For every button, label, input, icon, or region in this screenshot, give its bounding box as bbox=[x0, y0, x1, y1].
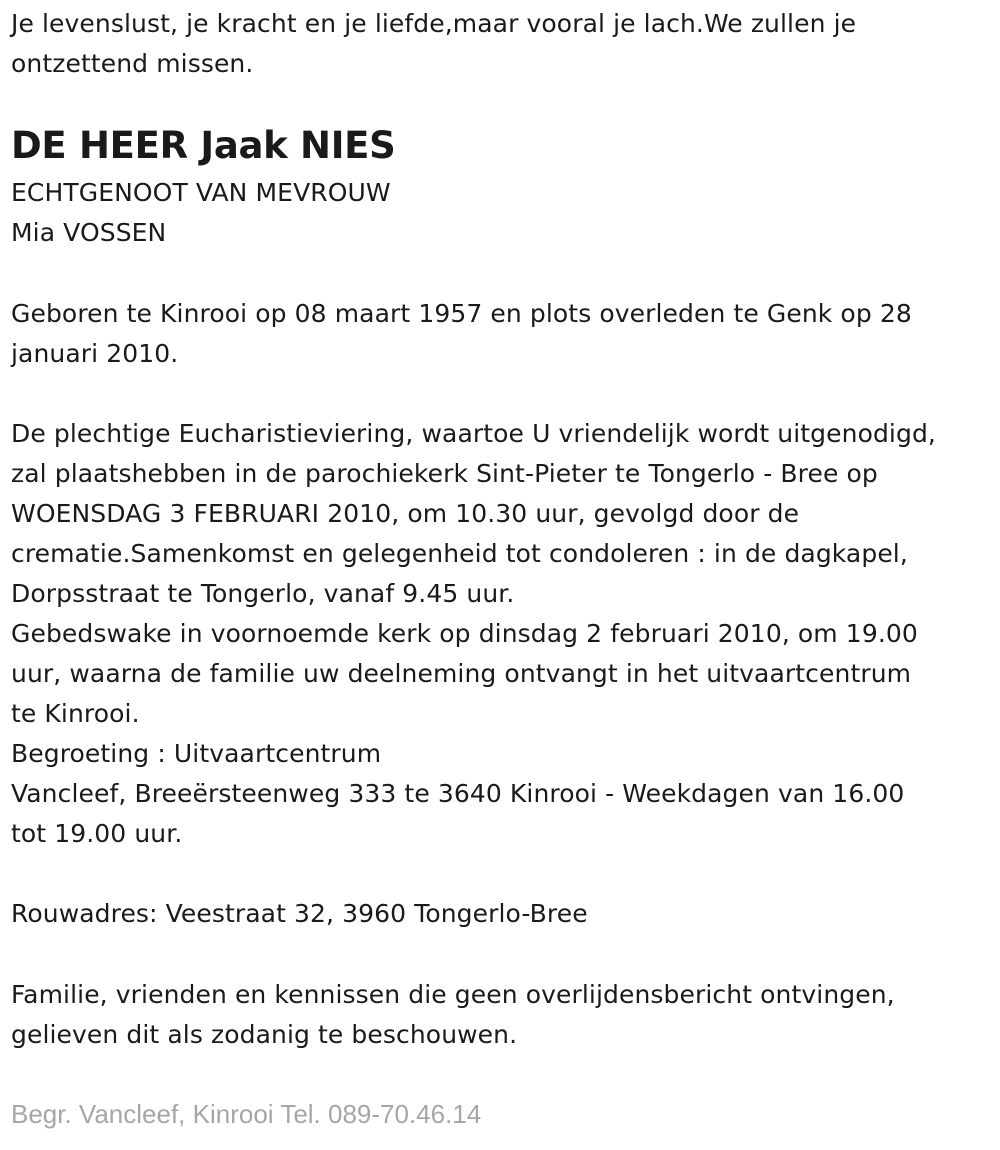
spouse-block bbox=[11, 173, 391, 253]
ceremony-line: zal plaatshebben in de parochiekerk Sint-Pieter te Tongerlo - Bree op bbox=[11, 459, 878, 488]
mourning-address bbox=[11, 894, 588, 934]
birth-death-info bbox=[11, 294, 912, 374]
ceremony-line: Dorpsstraat te Tongerlo, vanaf 9.45 uur. bbox=[11, 579, 515, 608]
intro-message bbox=[11, 4, 856, 84]
family-notice bbox=[11, 975, 895, 1055]
notice-line: Familie, vrienden en kennissen die geen overlijdensbericht ontvingen, bbox=[11, 980, 895, 1009]
address-line: Rouwadres: Veestraat 32, 3960 Tongerlo-Bree bbox=[11, 899, 588, 928]
birth-line: januari 2010. bbox=[11, 339, 179, 368]
ceremony-line: uur, waarna de familie uw deelneming ontvangt in het uitvaartcentrum bbox=[11, 659, 912, 688]
ceremony-line: tot 19.00 uur. bbox=[11, 819, 183, 848]
birth-line: Geboren te Kinrooi op 08 maart 1957 en plots overleden te Genk op 28 bbox=[11, 299, 912, 328]
intro-line: Je levenslust, je kracht en je liefde,maar vooral je lach.We zullen je bbox=[11, 9, 857, 38]
spouse-title: ECHTGENOOT VAN MEVROUW bbox=[11, 178, 391, 207]
deceased-name: DE HEER Jaak NIES bbox=[11, 124, 396, 167]
ceremony-info bbox=[11, 414, 936, 854]
notice-line: gelieven dit als zodanig te beschouwen. bbox=[11, 1020, 518, 1049]
spouse-name: Mia VOSSEN bbox=[11, 218, 167, 247]
funeral-director-footer: Begr. Vancleef, Kinrooi Tel. 089-70.46.14 bbox=[11, 1099, 482, 1129]
ceremony-line: De plechtige Eucharistieviering, waartoe U vriendelijk wordt uitgenodigd, bbox=[11, 419, 936, 448]
ceremony-line: Gebedswake in voornoemde kerk op dinsdag 2 februari 2010, om 19.00 bbox=[11, 619, 918, 648]
ceremony-line: te Kinrooi. bbox=[11, 699, 140, 728]
ceremony-line: WOENSDAG 3 FEBRUARI 2010, om 10.30 uur, gevolgd door de bbox=[11, 499, 800, 528]
ceremony-line: Vancleef, Breeërsteenweg 333 te 3640 Kinrooi - Weekdagen van 16.00 bbox=[11, 779, 905, 808]
ceremony-line: crematie.Samenkomst en gelegenheid tot condoleren : in de dagkapel, bbox=[11, 539, 908, 568]
intro-line: ontzettend missen. bbox=[11, 49, 254, 78]
ceremony-line: Begroeting : Uitvaartcentrum bbox=[11, 739, 382, 768]
